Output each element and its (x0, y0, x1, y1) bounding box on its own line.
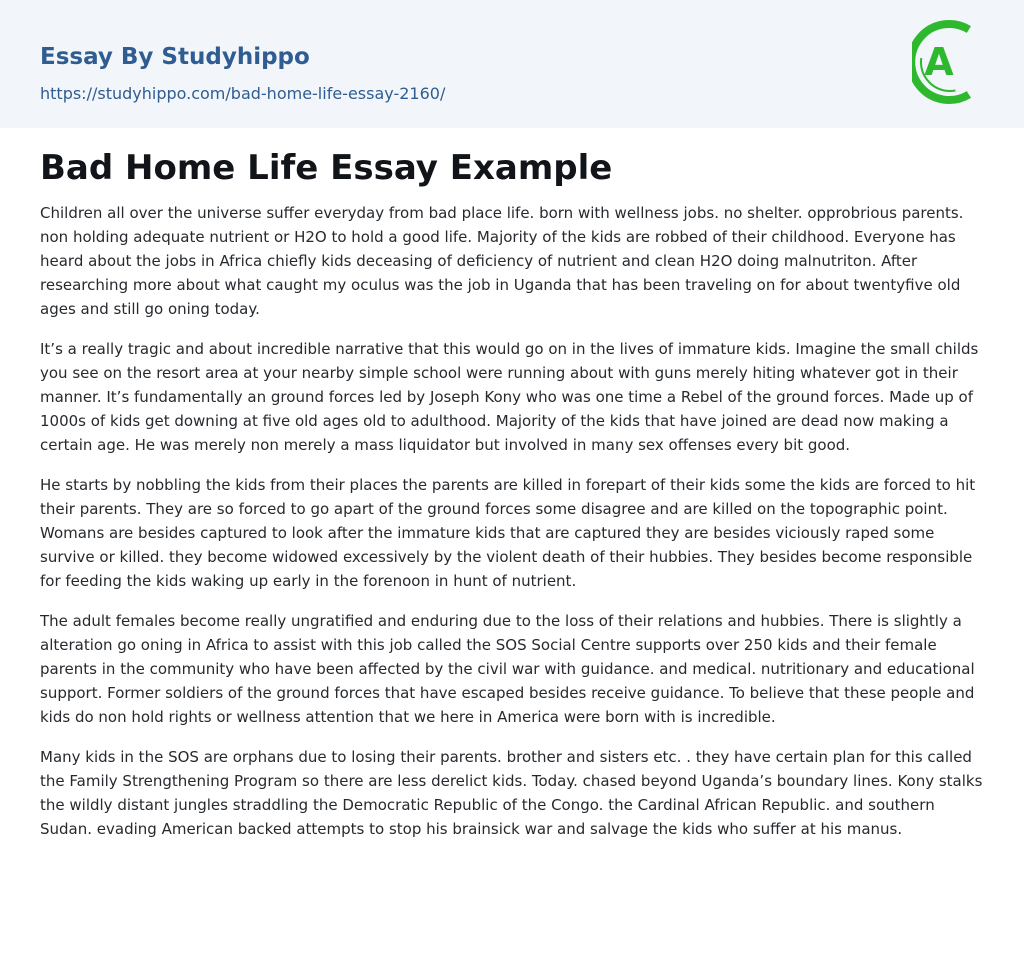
essay-paragraph: Children all over the universe suffer everyday from bad place life. born with wellness jobs. no shelter. opprobrious parents. non holding adequate nutrient or H2O to hold a good life. Majority of the kids are robbed of their childhood. Everyone has heard about the jobs in Africa chiefly kids deceasing of deficiency of nutrient and clean H2O doing malnutriton. After researching more about what caught my oculus was the job in Uganda that has been traveling on for about twentyfive old ages and still go oning today. (40, 204, 964, 318)
site-brand[interactable]: Essay By Studyhippo (40, 44, 310, 70)
studyhippo-logo-icon[interactable] (912, 18, 988, 106)
logo-letter: A (924, 40, 954, 84)
essay-paragraph: It’s a really tragic and about incredible narrative that this would go on in the lives of immature kids. Imagine the small childs you see on the resort area at your nearby simple school were running about with guns merely hiting whatever got in their manner. It’s fundamentally an ground forces led by Joseph Kony who was one time a Rebel of the ground forces. Made up of 1000s of kids get downing at five old ages old to adulthood. Majority of the kids that have joined are dead now making a certain age. He was merely non merely a mass liquidator but involved in many sex offenses every bit good. (40, 340, 979, 454)
essay-paragraph: Many kids in the SOS are orphans due to losing their parents. brother and sisters etc. . they have certain plan for this called the Family Strengthening Program so there are less derelict kids. Today. chased beyond Uganda’s boundary lines. Kony stalks the wildly distant jungles straddling the Democratic Republic of the Congo. the Cardinal African Republic. and southern Sudan. evading American backed attempts to stop his brainsick war and salvage the kids who suffer at his manus. (40, 748, 983, 838)
page-title: Bad Home Life Essay Example (40, 148, 613, 188)
essay-body (40, 201, 984, 857)
site-header (0, 0, 1024, 128)
source-url-link[interactable]: https://studyhippo.com/bad-home-life-essay-2160/ (40, 84, 446, 103)
essay-paragraph: The adult females become really ungratified and enduring due to the loss of their relations and hubbies. There is slightly a alteration go oning in Africa to assist with this job called the SOS Social Centre supports over 250 kids and their female parents in the community who have been affected by the civil war with guidance. and medical. nutritionary and educational support. Former soldiers of the ground forces that have escaped besides receive guidance. To believe that these people and kids do non hold rights or wellness attention that we here in America were born with is incredible. (40, 612, 975, 726)
essay-paragraph: He starts by nobbling the kids from their places the parents are killed in forepart of their kids some the kids are forced to hit their parents. They are so forced to go apart of the ground forces some disagree and are killed on the topographic point. Womans are besides captured to look after the immature kids that are captured they are besides viciously raped some survive or killed. they become widowed excessively by the violent death of their hubbies. They besides become responsible for feeding the kids waking up early in the forenoon in hunt of nutrient. (40, 476, 976, 590)
